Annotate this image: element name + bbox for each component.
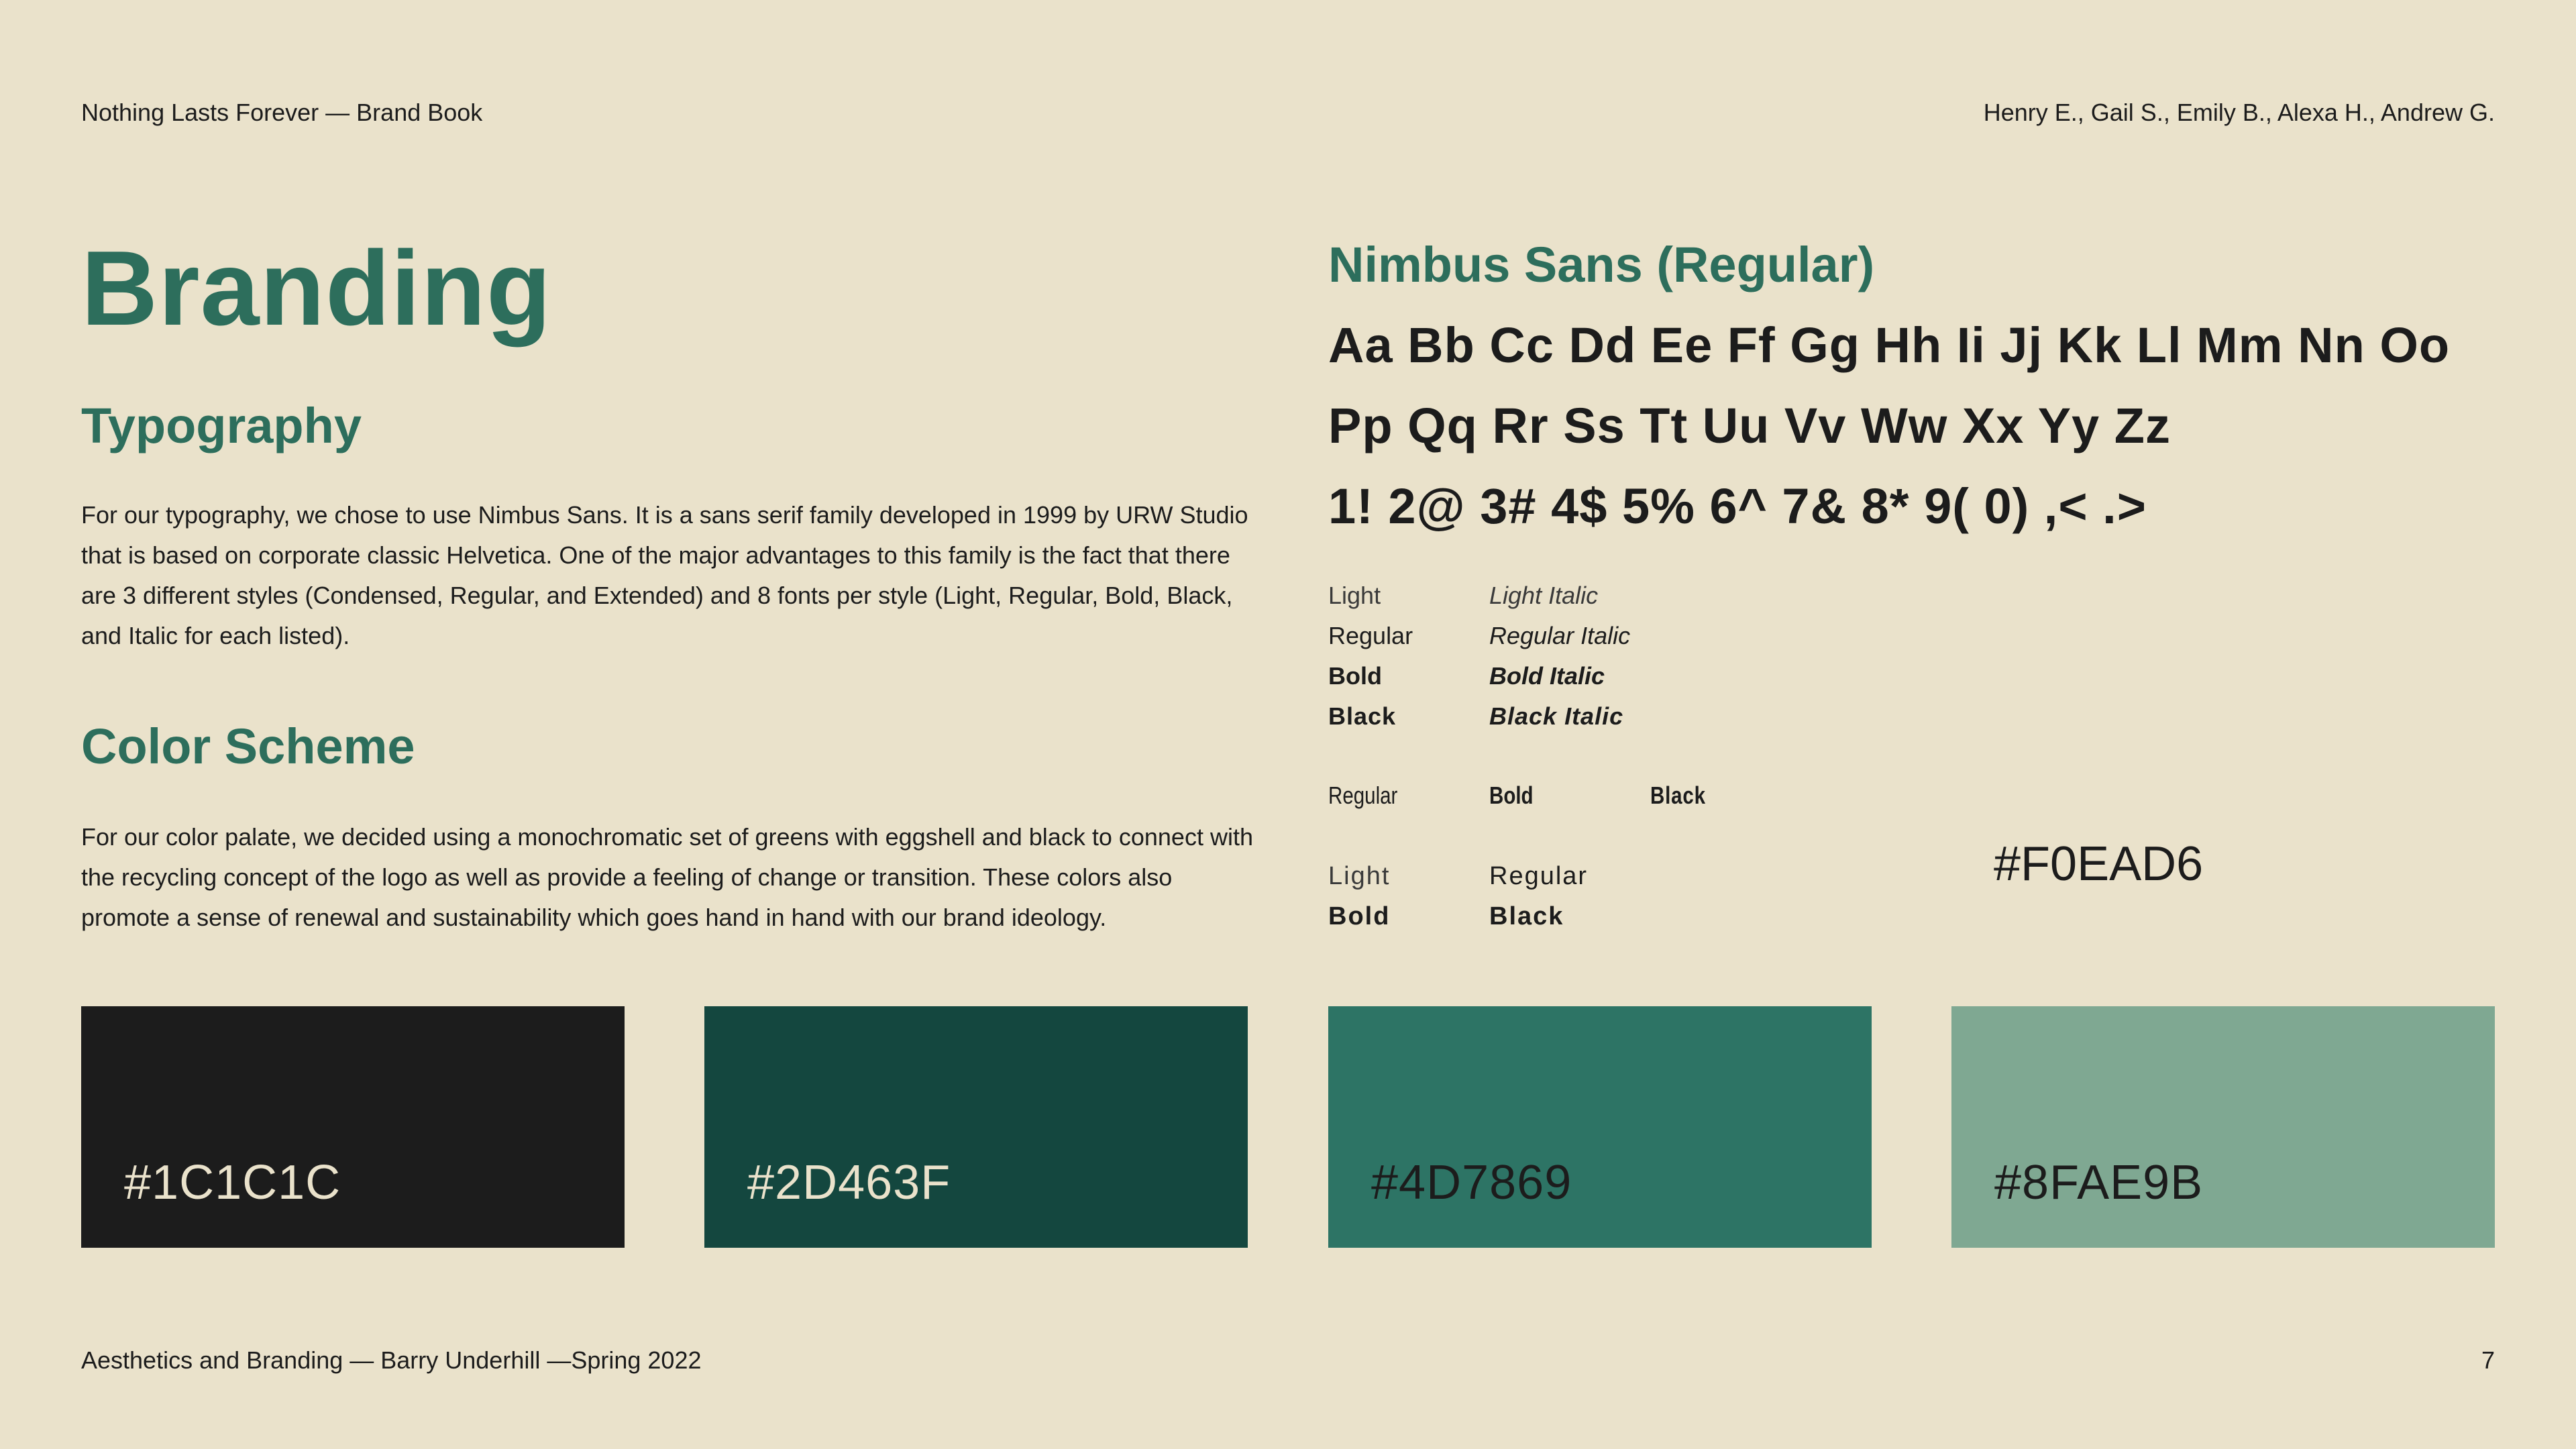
color-scheme-paragraph: For our color palate, we decided using a monochromatic set of greens with eggshell and black to connect with the recycling concept of the logo as well as provide a feeling of change or transition. These colors also promote a sense of renewal and sustainability which goes hand in hand with our brand ideology. xyxy=(81,823,1253,931)
extended-regular: Regular xyxy=(1489,862,1589,890)
glyph-row-uppercase-lowercase-a-o: Aa Bb Cc Dd Ee Ff Gg Hh Ii Jj Kk Ll Mm Nn Oo xyxy=(1328,317,2451,373)
header-brand-book-title: Nothing Lasts Forever — Brand Book xyxy=(81,99,483,126)
style-black: Black xyxy=(1328,702,1397,730)
color-swatch-sage-green xyxy=(1951,1006,2495,1248)
color-swatch-dark-green xyxy=(704,1006,1248,1248)
style-black-italic: Black Italic xyxy=(1489,702,1624,730)
swatch-hex-label: #1C1C1C xyxy=(124,1156,341,1210)
style-light: Light xyxy=(1328,582,1381,609)
swatch-hex-label: #2D463F xyxy=(747,1156,951,1210)
glyph-row-uppercase-lowercase-p-z: Pp Qq Rr Ss Tt Uu Vv Ww Xx Yy Zz xyxy=(1328,398,2171,453)
swatch-hex-label: #8FAE9B xyxy=(1994,1156,2204,1210)
glyph-row-numerals-symbols: 1! 2@ 3# 4$ 5% 6^ 7& 8* 9( 0) ,< .> xyxy=(1328,478,2147,534)
eggshell-color-label: #F0EAD6 xyxy=(1994,837,2204,891)
extended-bold: Bold xyxy=(1328,902,1391,930)
style-bold: Bold xyxy=(1328,662,1382,690)
color-swatch-black xyxy=(81,1006,625,1248)
typography-paragraph: For our typography, we chose to use Nimbus Sans. It is a sans serif family developed in 1999 by URW Studio that is based on corporate classic Helvetica. One of the major advantages to this family is the fact that there are 3 different styles (Condensed, Regular, and Extended) and 8 fonts per style (Light, Regular, Bold, Black, and Italic for each listed). xyxy=(81,501,1248,649)
page-number: 7 xyxy=(2481,1346,2495,1374)
condensed-styles-list xyxy=(1328,775,1811,816)
footer-course-info: Aesthetics and Branding — Barry Underhill —Spring 2022 xyxy=(81,1346,702,1374)
style-regular: Regular xyxy=(1328,622,1413,649)
font-specimen-name: Nimbus Sans (Regular) xyxy=(1328,237,1875,292)
extended-black: Black xyxy=(1489,902,1564,930)
style-regular-italic: Regular Italic xyxy=(1489,622,1631,649)
swatch-hex-label: #4D7869 xyxy=(1371,1156,1572,1210)
typography-heading: Typography xyxy=(81,398,362,453)
extended-styles-list xyxy=(1328,856,1690,936)
extended-light: Light xyxy=(1328,862,1391,890)
color-swatch-mid-green xyxy=(1328,1006,1872,1248)
color-scheme-heading: Color Scheme xyxy=(81,718,415,774)
regular-styles-list xyxy=(1328,576,1690,737)
header-authors: Henry E., Gail S., Emily B., Alexa H., Andrew G. xyxy=(1983,99,2495,126)
style-light-italic: Light Italic xyxy=(1489,582,1599,609)
condensed-bold: Bold xyxy=(1489,782,1534,809)
condensed-black: Black xyxy=(1650,782,1706,809)
condensed-regular: Regular xyxy=(1328,782,1398,809)
page-title: Branding xyxy=(81,229,552,347)
style-bold-italic: Bold Italic xyxy=(1489,662,1605,690)
